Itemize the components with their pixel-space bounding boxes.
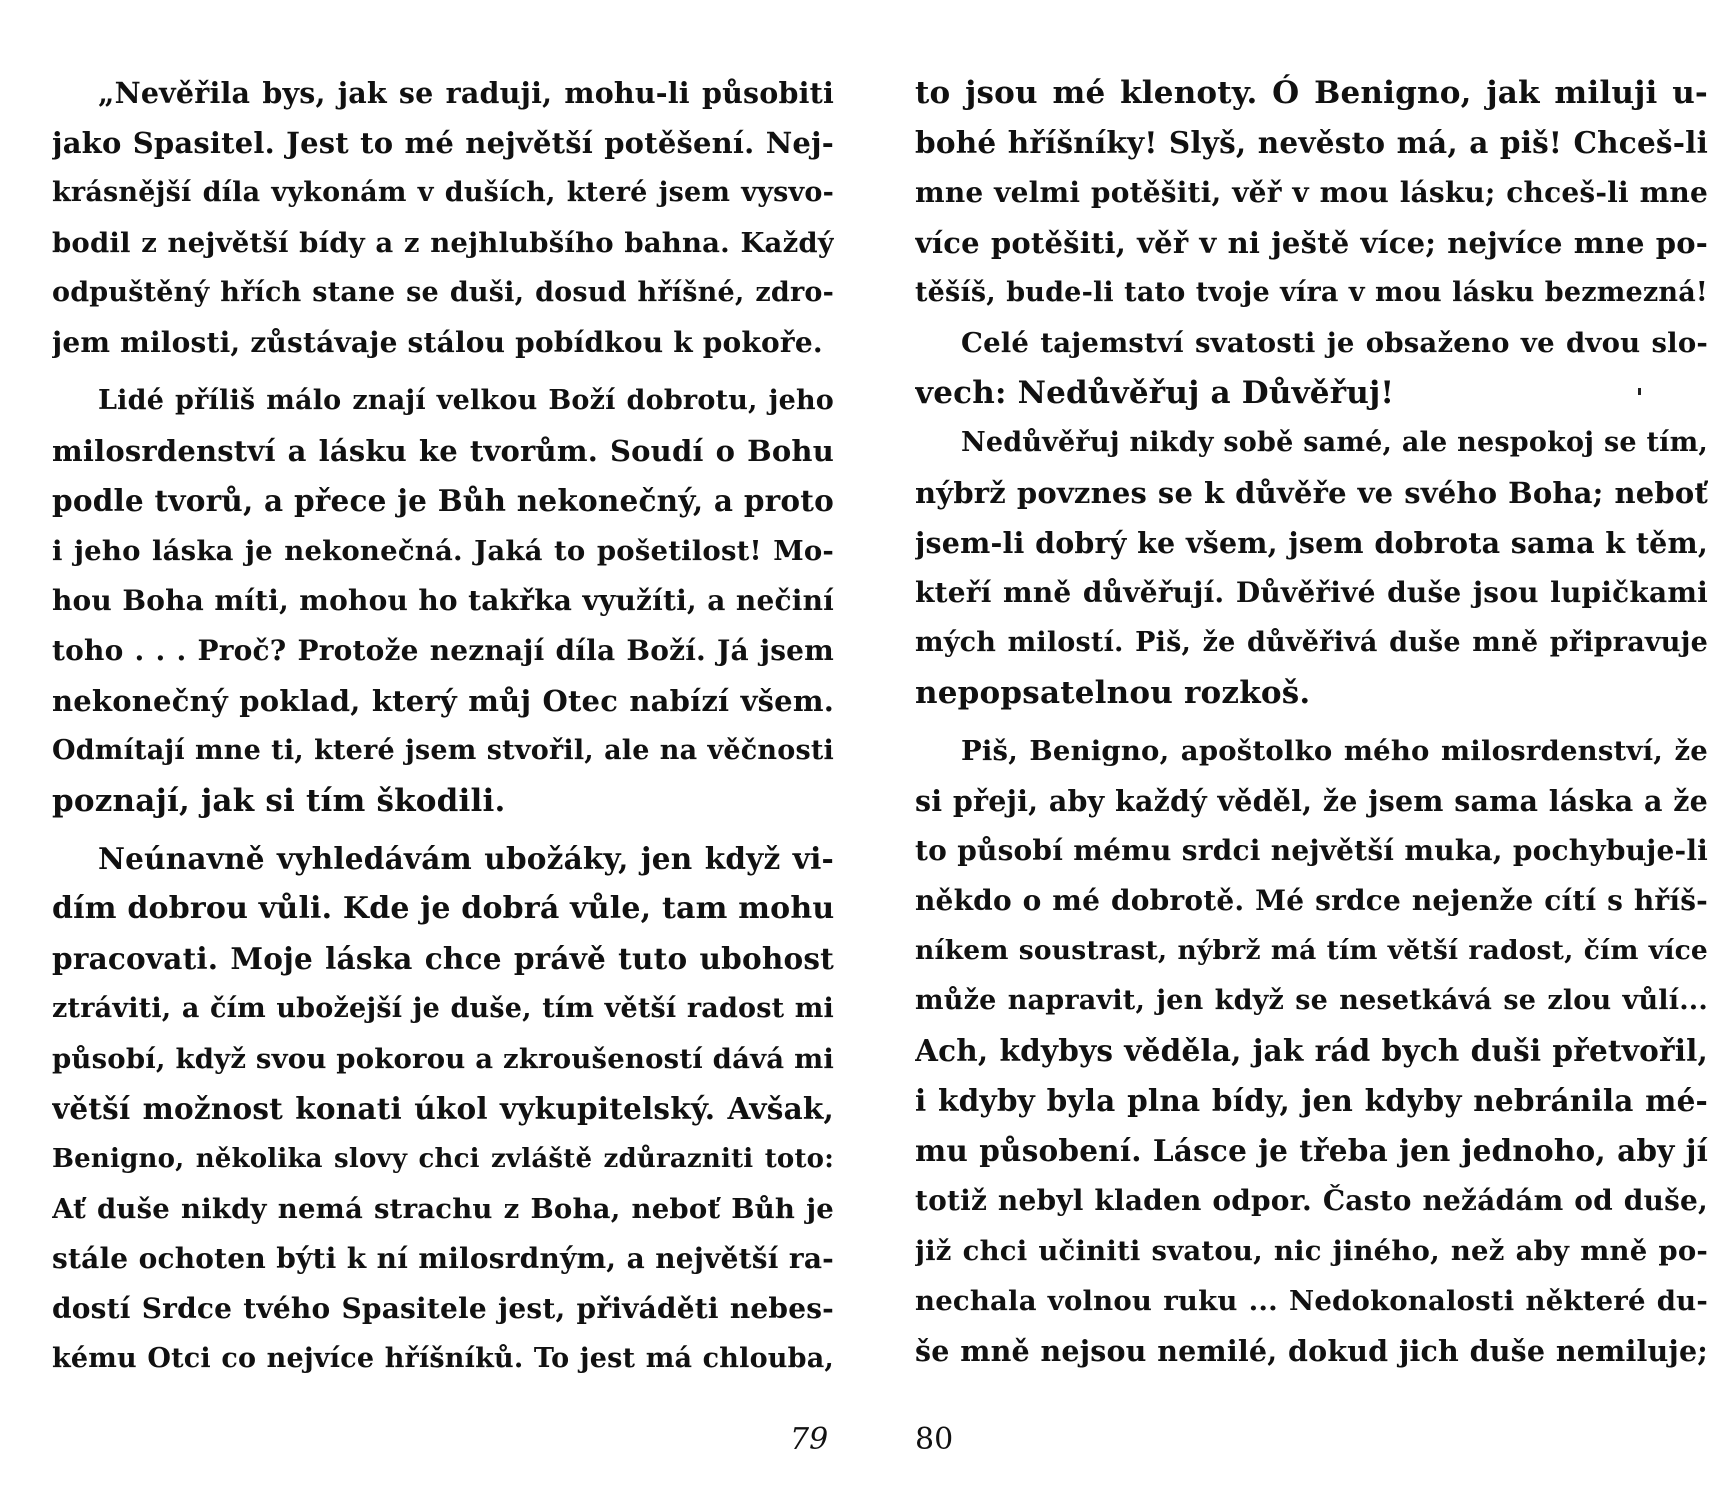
text-line: někdo o mé dobrotě. Mé srdce nejenže cítí s hříš- bbox=[915, 884, 1708, 917]
text-line: Odmítají mne ti, které jsem stvořil, ale na věčnosti bbox=[52, 735, 834, 766]
text-line: to působí mému srdci největší muka, pochybuje-li bbox=[915, 834, 1708, 867]
text-line: nýbrž povznes se k důvěře ve svého Boha; neboť bbox=[915, 476, 1708, 510]
text-line: krásnější díla vykonám v duších, které jsem vysvo- bbox=[52, 177, 834, 208]
left-page-text bbox=[52, 68, 834, 1384]
text-line: může napravit, jen když se nesetkává se zlou vůlí... bbox=[915, 985, 1708, 1016]
text-line: totiž nebyl kladen odpor. Často nežádám od duše, bbox=[915, 1184, 1708, 1217]
text-line: jem milosti, zůstávaje stálou pobídkou k pokoře. bbox=[52, 326, 823, 359]
text-line: nechala volnou ruku ... Nedokonalosti některé du- bbox=[915, 1285, 1708, 1317]
text-line: milosrdenství a lásku ke tvorům. Soudí o Bohu bbox=[52, 434, 834, 468]
text-line: ztráviti, a čím ubožejší je duše, tím větší radost mi bbox=[52, 993, 834, 1024]
text-line: kému Otci co nejvíce hříšníků. To jest má chlouba, bbox=[52, 1343, 834, 1374]
text-line: stále ochoten býti k ní milosrdným, a největší ra- bbox=[52, 1242, 834, 1275]
text-line: bohé hříšníky! Slyš, nevěsto má, a piš! Chceš-li bbox=[915, 125, 1708, 160]
text-line: Lidé příliš málo znají velkou Boží dobrotu, jeho bbox=[98, 385, 834, 416]
text-line: poznají, jak si tím škodili. bbox=[52, 783, 506, 819]
text-line: toho . . . Proč? Protože neznají díla Boží. Já jsem bbox=[52, 634, 834, 667]
text-line: še mně nejsou nemilé, dokud jich duše nemiluje; bbox=[915, 1334, 1708, 1368]
text-line: odpuštěný hřích stane se duši, dosud hříšné, zdro- bbox=[52, 277, 834, 308]
paragraph-gap bbox=[52, 368, 834, 376]
text-line: nekonečný poklad, který můj Otec nabízí všem. bbox=[52, 684, 834, 718]
text-line: působí, když svou pokorou a zkroušeností dává mi bbox=[52, 1043, 834, 1075]
paragraph-gap bbox=[52, 826, 834, 834]
text-line: mých milostí. Piš, že důvěřivá duše mně připravuje bbox=[915, 627, 1708, 658]
text-line: mu působení. Lásce je třeba jen jednoho, aby jí bbox=[915, 1133, 1708, 1168]
page-number-left: 79 bbox=[790, 1422, 829, 1457]
text-line: Nedůvěřuj nikdy sobě samé, ale nespokoj se tím, bbox=[961, 427, 1708, 458]
paragraph-gap bbox=[915, 718, 1708, 726]
text-line: větší možnost konati úkol vykupitelský. Avšak, bbox=[52, 1091, 834, 1126]
text-line: dím dobrou vůli. Kde je dobrá vůle, tam mohu bbox=[52, 891, 834, 926]
text-line: již chci učiniti svatou, nic jiného, než aby mně po- bbox=[915, 1235, 1708, 1267]
text-line: Neúnavně vyhledávám ubožáky, jen když vi- bbox=[98, 841, 834, 876]
text-line: hou Boha míti, mohou ho takřka využíti, a nečiní bbox=[52, 584, 834, 617]
right-page bbox=[865, 0, 1730, 1500]
text-line: Piš, Benigno, apoštolko mého milosrdenství, že bbox=[961, 735, 1708, 767]
text-line: dostí Srdce tvého Spasitele jest, přiváděti nebes- bbox=[52, 1292, 834, 1325]
text-line: to jsou mé klenoty. Ó Benigno, jak miluji u- bbox=[915, 75, 1708, 111]
text-line: těšíš, bude-li tato tvoje víra v mou lásku bezmezná! bbox=[915, 277, 1708, 308]
text-line: nepopsatelnou rozkoš. bbox=[915, 675, 1311, 711]
text-line: jako Spasitel. Jest to mé největší potěšení. Nej- bbox=[52, 126, 834, 160]
text-line: Celé tajemství svatosti je obsaženo ve dvou slo- bbox=[961, 327, 1708, 359]
page-number-right: 80 bbox=[915, 1422, 954, 1457]
text-line: níkem soustrast, nýbrž má tím větší radost, čím více bbox=[915, 935, 1708, 966]
text-line: více potěšiti, věř v ni ještě více; nejvíce mne po- bbox=[915, 226, 1708, 260]
right-page-text bbox=[915, 68, 1708, 1376]
text-line: Benigno, několika slovy chci zvláště zdůrazniti toto: bbox=[52, 1144, 834, 1174]
text-line: jsem-li dobrý ke všem, jsem dobrota sama k těm, bbox=[915, 526, 1708, 560]
text-line: podle tvorů, a přece je Bůh nekonečný, a proto bbox=[52, 483, 834, 518]
text-line: vech: Nedůvěřuj a Důvěřuj! bbox=[915, 375, 1395, 411]
text-line: Ach, kdybys věděla, jak rád bych duši přetvořil, bbox=[915, 1033, 1708, 1068]
text-line: mne velmi potěšiti, věř v mou lásku; chceš-li mne bbox=[915, 176, 1708, 209]
text-line: bodil z největší bídy a z nejhlubšího bahna. Každý bbox=[52, 227, 834, 259]
text-line: Ať duše nikdy nemá strachu z Boha, neboť Bůh je bbox=[52, 1193, 834, 1225]
ink-speck bbox=[1638, 388, 1641, 395]
text-line: pracovati. Moje láska chce právě tuto ubohost bbox=[52, 941, 834, 976]
text-line: si přeji, aby každý věděl, že jsem sama láska a že bbox=[915, 784, 1708, 818]
text-line: „Nevěřila bys, jak se raduji, mohu-li působiti bbox=[98, 76, 834, 110]
text-line: kteří mně důvěřují. Důvěřivé duše jsou lupičkami bbox=[915, 576, 1708, 609]
text-line: i kdyby byla plna bídy, jen kdyby nebránila mé- bbox=[915, 1083, 1708, 1118]
text-line: i jeho láska je nekonečná. Jaká to pošetilost! Mo- bbox=[52, 535, 834, 567]
